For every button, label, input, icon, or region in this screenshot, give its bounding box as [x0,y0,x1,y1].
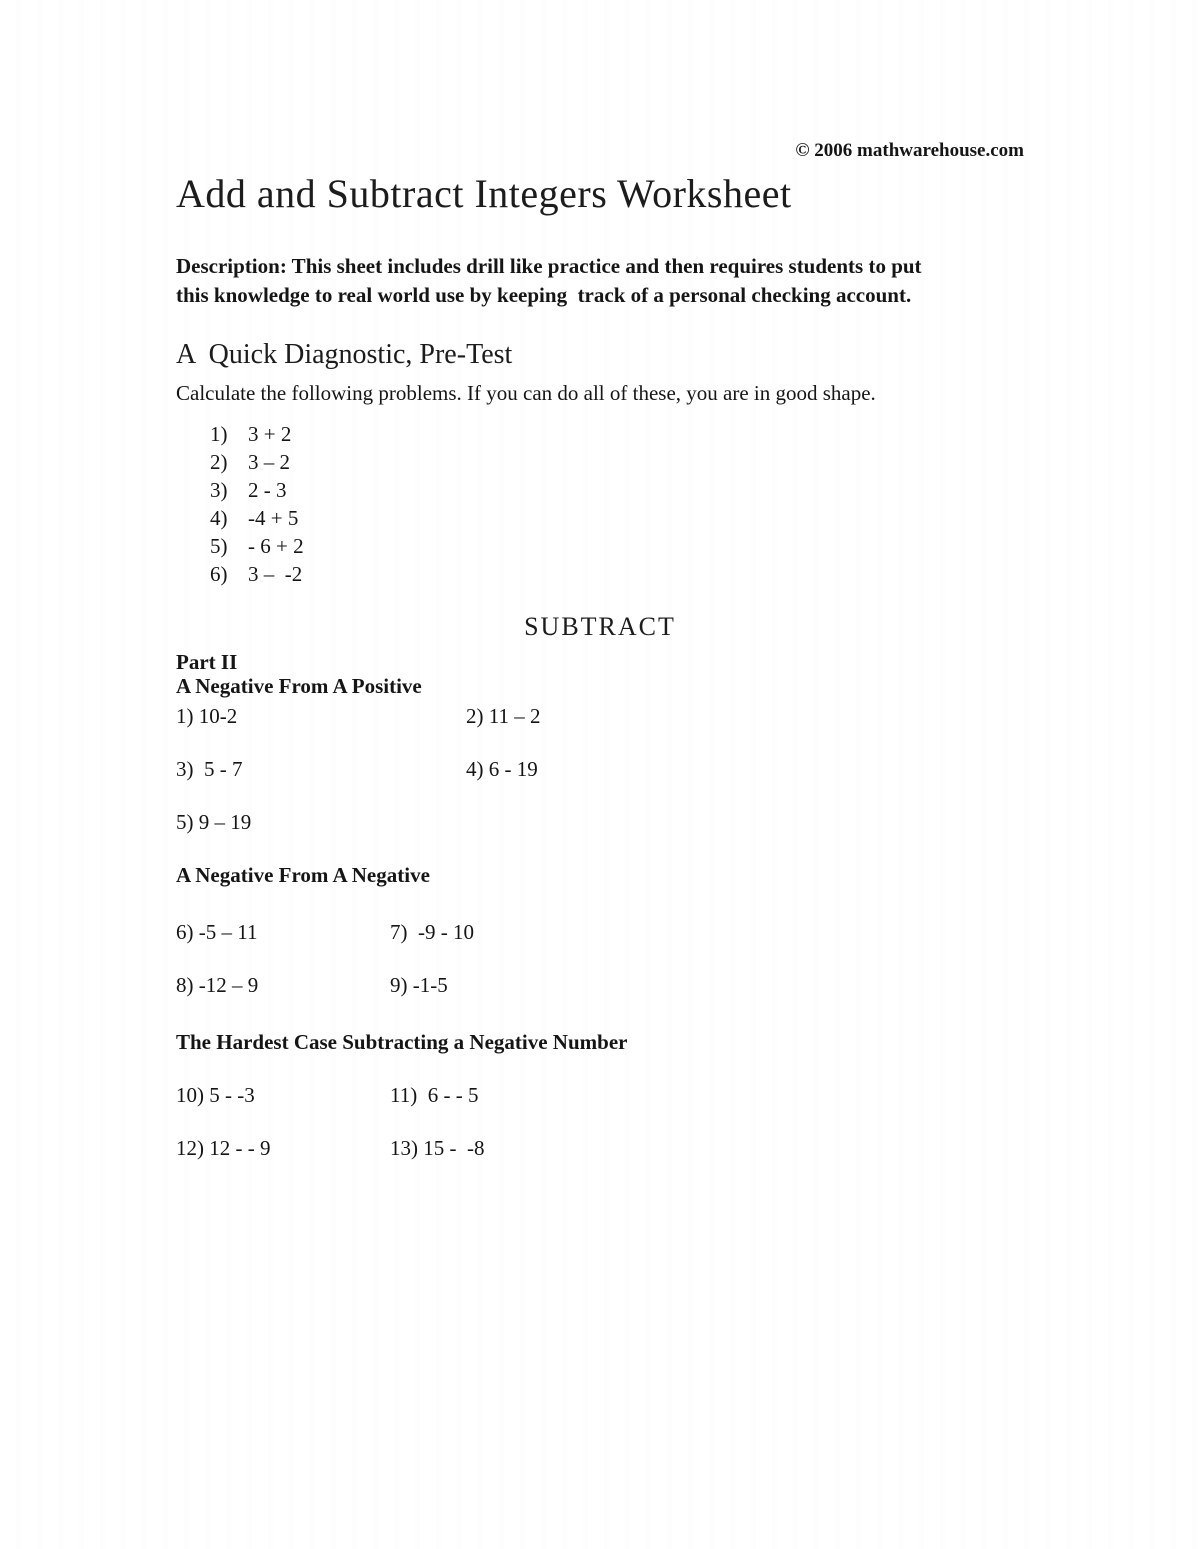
problem-row [176,1136,1024,1160]
pretest-instructions: Calculate the following problems. If you can do all of these, you are in good shape. [176,381,876,405]
subtract-section-heading: SUBTRACT [524,612,676,641]
problem: 12) 12 - - 9 [176,1136,271,1160]
problem: 13) 15 - -8 [390,1136,485,1160]
pretest-problem-4 [210,504,1024,532]
pretest-problem-list [210,420,1024,588]
part-label: Part II [176,650,238,674]
problem-row [176,1083,1024,1107]
problem-row [176,704,1024,728]
pretest-heading: A Quick Diagnostic, Pre-Test [176,339,513,370]
problem-expression: - 6 + 2 [248,534,304,558]
description-line-2: this knowledge to real world use by keeping track of a personal checking account. [176,283,912,307]
problem-expression: 2 - 3 [248,478,287,502]
problem-number: 5) [210,534,228,558]
problem-number: 1) [210,422,228,446]
pretest-problem-3 [210,476,1024,504]
group-title: A Negative From A Negative [176,863,430,887]
problem-row [176,757,1024,781]
problem-row [176,810,1024,834]
problem-number: 6) [210,562,228,586]
problem: 11) 6 - - 5 [390,1083,479,1107]
problem-expression: 3 – -2 [248,562,303,586]
pretest-problem-6 [210,560,1024,588]
group-title: The Hardest Case Subtracting a Negative Number [176,1030,628,1054]
pretest-problem-2 [210,448,1024,476]
pretest-problem-5 [210,532,1024,560]
problem: 4) 6 - 19 [466,757,538,781]
worksheet-content [176,140,1024,1160]
problem: 7) -9 - 10 [390,920,474,944]
problem-expression: 3 + 2 [248,422,292,446]
problem: 9) -1-5 [390,973,448,997]
problem-number: 4) [210,506,228,530]
group-title: A Negative From A Positive [176,674,422,698]
problem: 6) -5 – 11 [176,920,258,944]
description [176,252,1024,310]
problem-expression: 3 – 2 [248,450,290,474]
problem: 8) -12 – 9 [176,973,259,997]
group-subtracting-a-negative [176,1030,1024,1160]
problem: 10) 5 - -3 [176,1083,255,1107]
problem: 1) 10-2 [176,704,238,728]
description-line-1: Description: This sheet includes drill like practice and then requires students to put [176,254,922,278]
problem-number: 3) [210,478,228,502]
page-title: Add and Subtract Integers Worksheet [176,171,792,216]
problem-row [176,920,1024,944]
pretest-problem-1 [210,420,1024,448]
group-negative-from-negative [176,863,1024,997]
copyright-text: © 2006 mathwarehouse.com [795,140,1024,161]
problem-expression: -4 + 5 [248,506,299,530]
problem: 2) 11 – 2 [466,704,541,728]
problem: 5) 9 – 19 [176,810,252,834]
problem: 3) 5 - 7 [176,757,243,781]
problem-row [176,973,1024,997]
group-negative-from-positive [176,674,1024,834]
problem-number: 2) [210,450,228,474]
